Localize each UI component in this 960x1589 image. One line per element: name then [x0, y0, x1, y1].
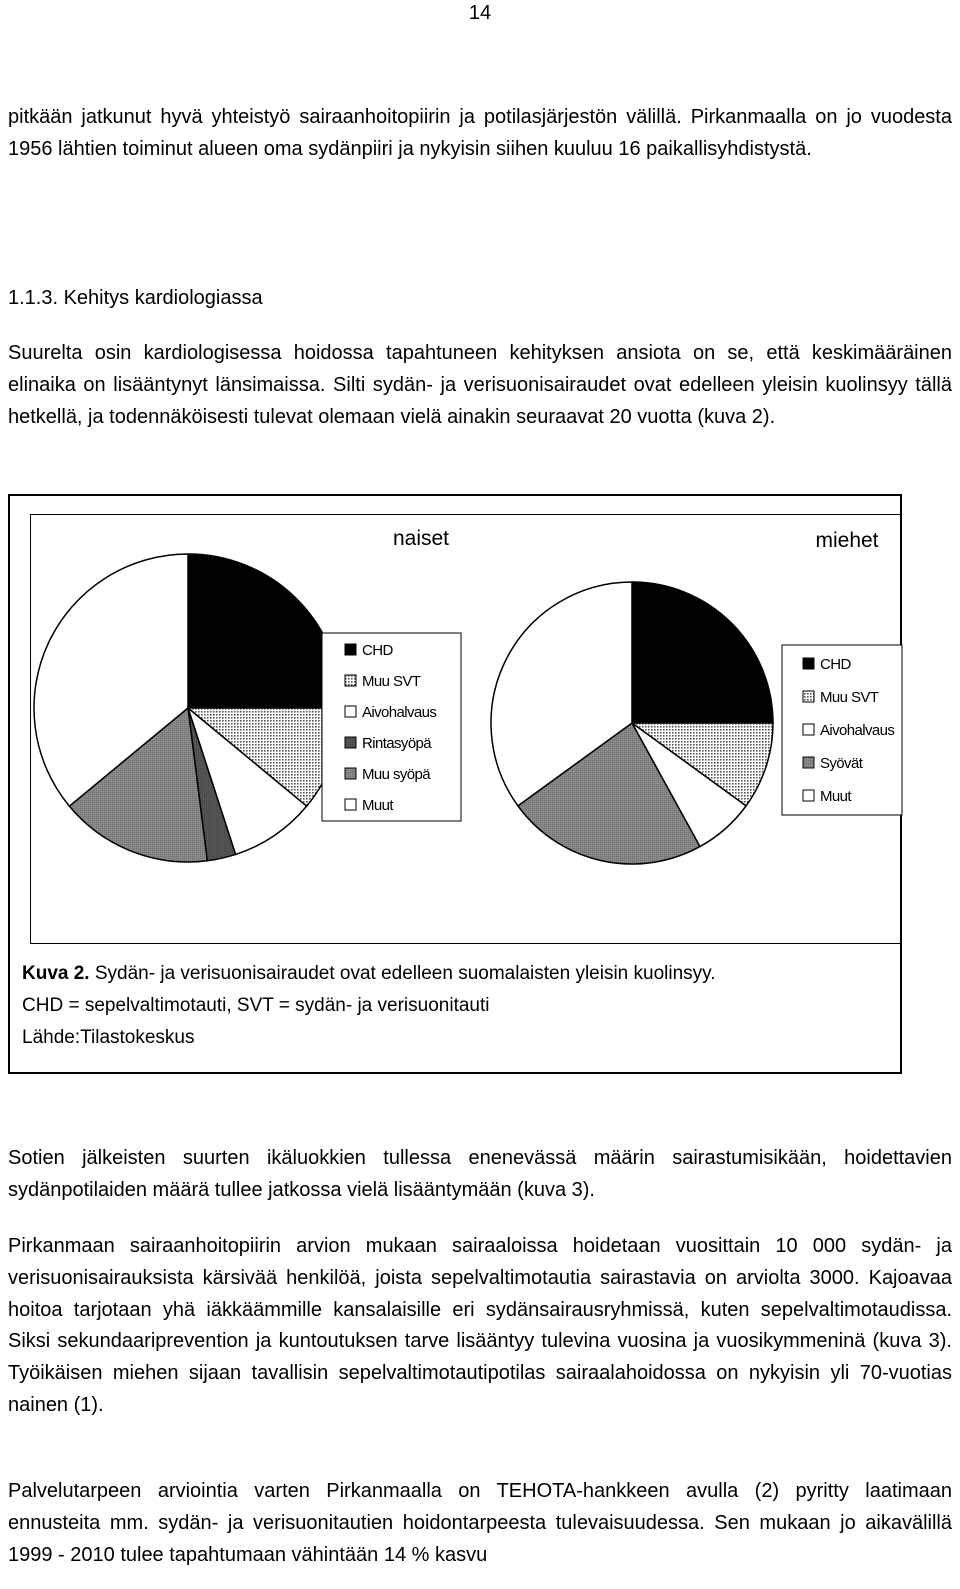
caption-label: Kuva 2.	[22, 963, 90, 984]
legend-0-swatch-muut	[345, 799, 356, 810]
legend-0-label-chd: CHD	[362, 642, 393, 659]
legend-1-label-muut: Muut	[820, 788, 851, 805]
legend-1-swatch-aivohalvaus	[803, 724, 814, 735]
legend-1-label-chd: CHD	[820, 656, 851, 673]
legend-1-label-muu-svt: Muu SVT	[820, 689, 879, 706]
legend-1-label-syovat: Syövät	[820, 755, 863, 772]
legend-0-swatch-muu-svt	[345, 675, 356, 686]
pie-naiset	[34, 554, 342, 862]
legend-miehet	[782, 645, 902, 815]
paragraph-after-1: Sotien jälkeisten suurten ikäluokkien tullessa enenevässä määrin sairastumisikään, hoidettavien sydänpotilaiden määrä tullee jatkossa vielä lisääntymään (kuva 3).	[8, 1147, 952, 1201]
section-heading: 1.1.3. Kehitys kardiologiassa	[8, 287, 263, 309]
legend-0-swatch-chd	[345, 644, 356, 655]
legend-1-swatch-muu-svt	[803, 691, 814, 702]
pie-0-slice-chd	[188, 554, 342, 708]
paragraph-after-3: Palvelutarpeen arviointia varten Pirkanmaalla on TEHOTA-hankkeen avulla (2) pyritty laatimaan ennusteita mm. sydän- ja verisuonitautien hoidontarpeesta tulevaisuudessa. Sen mukaan jo aikavälillä 1999 - 2010 tulee tapahtumaan vähintään 14 % kasvu	[8, 1480, 952, 1566]
section-paragraph: Suurelta osin kardiologisessa hoidossa tapahtuneen kehityksen ansiota on se, että keskimääräinen elinaika on lisääntynyt länsimaissa. Silti sydän- ja verisuonisairaudet ovat edelleen yleisin kuolinsyy tällä hetkellä, ja todennäköisesti tulevat olemaan vielä ainakin seuraavat 20 vuotta (kuva 2).	[8, 342, 952, 428]
legend-1-label-aivohalvaus: Aivohalvaus	[820, 722, 895, 739]
legend-0-label-muut: Muut	[362, 797, 393, 814]
legend-1-swatch-muut	[803, 790, 814, 801]
legend-0-swatch-rintasyopa	[345, 737, 356, 748]
figure-caption-line2: CHD = sepelvaltimotauti, SVT = sydän- ja verisuonitauti	[22, 995, 490, 1016]
pie-title-miehet: miehet	[815, 529, 879, 552]
caption-text: Sydän- ja verisuonisairaudet ovat edelleen suomalaisten yleisin kuolinsyy.	[89, 963, 716, 984]
legend-0-label-aivohalvaus: Aivohalvaus	[362, 704, 437, 721]
page-number: 14	[468, 2, 492, 24]
legend-0-swatch-aivohalvaus	[345, 706, 356, 717]
legend-0-label-muu-svt: Muu SVT	[362, 673, 421, 690]
legend-naiset	[322, 633, 461, 821]
intro-paragraph: pitkään jatkunut hyvä yhteistyö sairaanhoitopiirin ja potilasjärjestön välillä. Pirkanmaalla on jo vuodesta 1956 lähtien toiminut alueen oma sydänpiiri ja nykyisin siihen kuuluu 16 paikallisyhdistystä.	[8, 106, 952, 160]
legend-0-label-muu-syopa: Muu syöpä	[362, 766, 430, 783]
legend-1-swatch-chd	[803, 658, 814, 669]
pie-1-slice-chd	[632, 582, 773, 723]
legend-1-swatch-syovat	[803, 757, 814, 768]
pie-title-naiset: naiset	[392, 527, 450, 550]
paragraph-after-2: Pirkanmaan sairaanhoitopiirin arvion mukaan sairaaloissa hoidetaan vuosittain 10 000 sydän- ja verisuonisairauksista kärsivää henkilöä, joista sepelvaltimotautia sairastavia on arviolta 3000. Kajoavaa hoitoa tarjotaan yhä iäkkäämmille kansalaisille eri sydänsairausryhmissä, kuten sepelvaltimotaudissa. Siksi sekundaariprevention ja kuntoutuksen tarve lisääntyy tulevina vuosina ja vuosikymmeninä (kuva 3). Työikäisen miehen sijaan tavallisin sepelvaltimotautipotilas sairaalahoidossa on nykyisin yli 70-vuotias nainen (1).	[8, 1235, 952, 1416]
figure-caption-line3: Lähde:Tilastokeskus	[22, 1027, 195, 1048]
legend-0-label-rintasyopa: Rintasyöpä	[362, 735, 432, 752]
legend-0-swatch-muu-syopa	[345, 768, 356, 779]
pie-miehet	[491, 582, 773, 864]
figure-caption-line1	[22, 958, 716, 989]
